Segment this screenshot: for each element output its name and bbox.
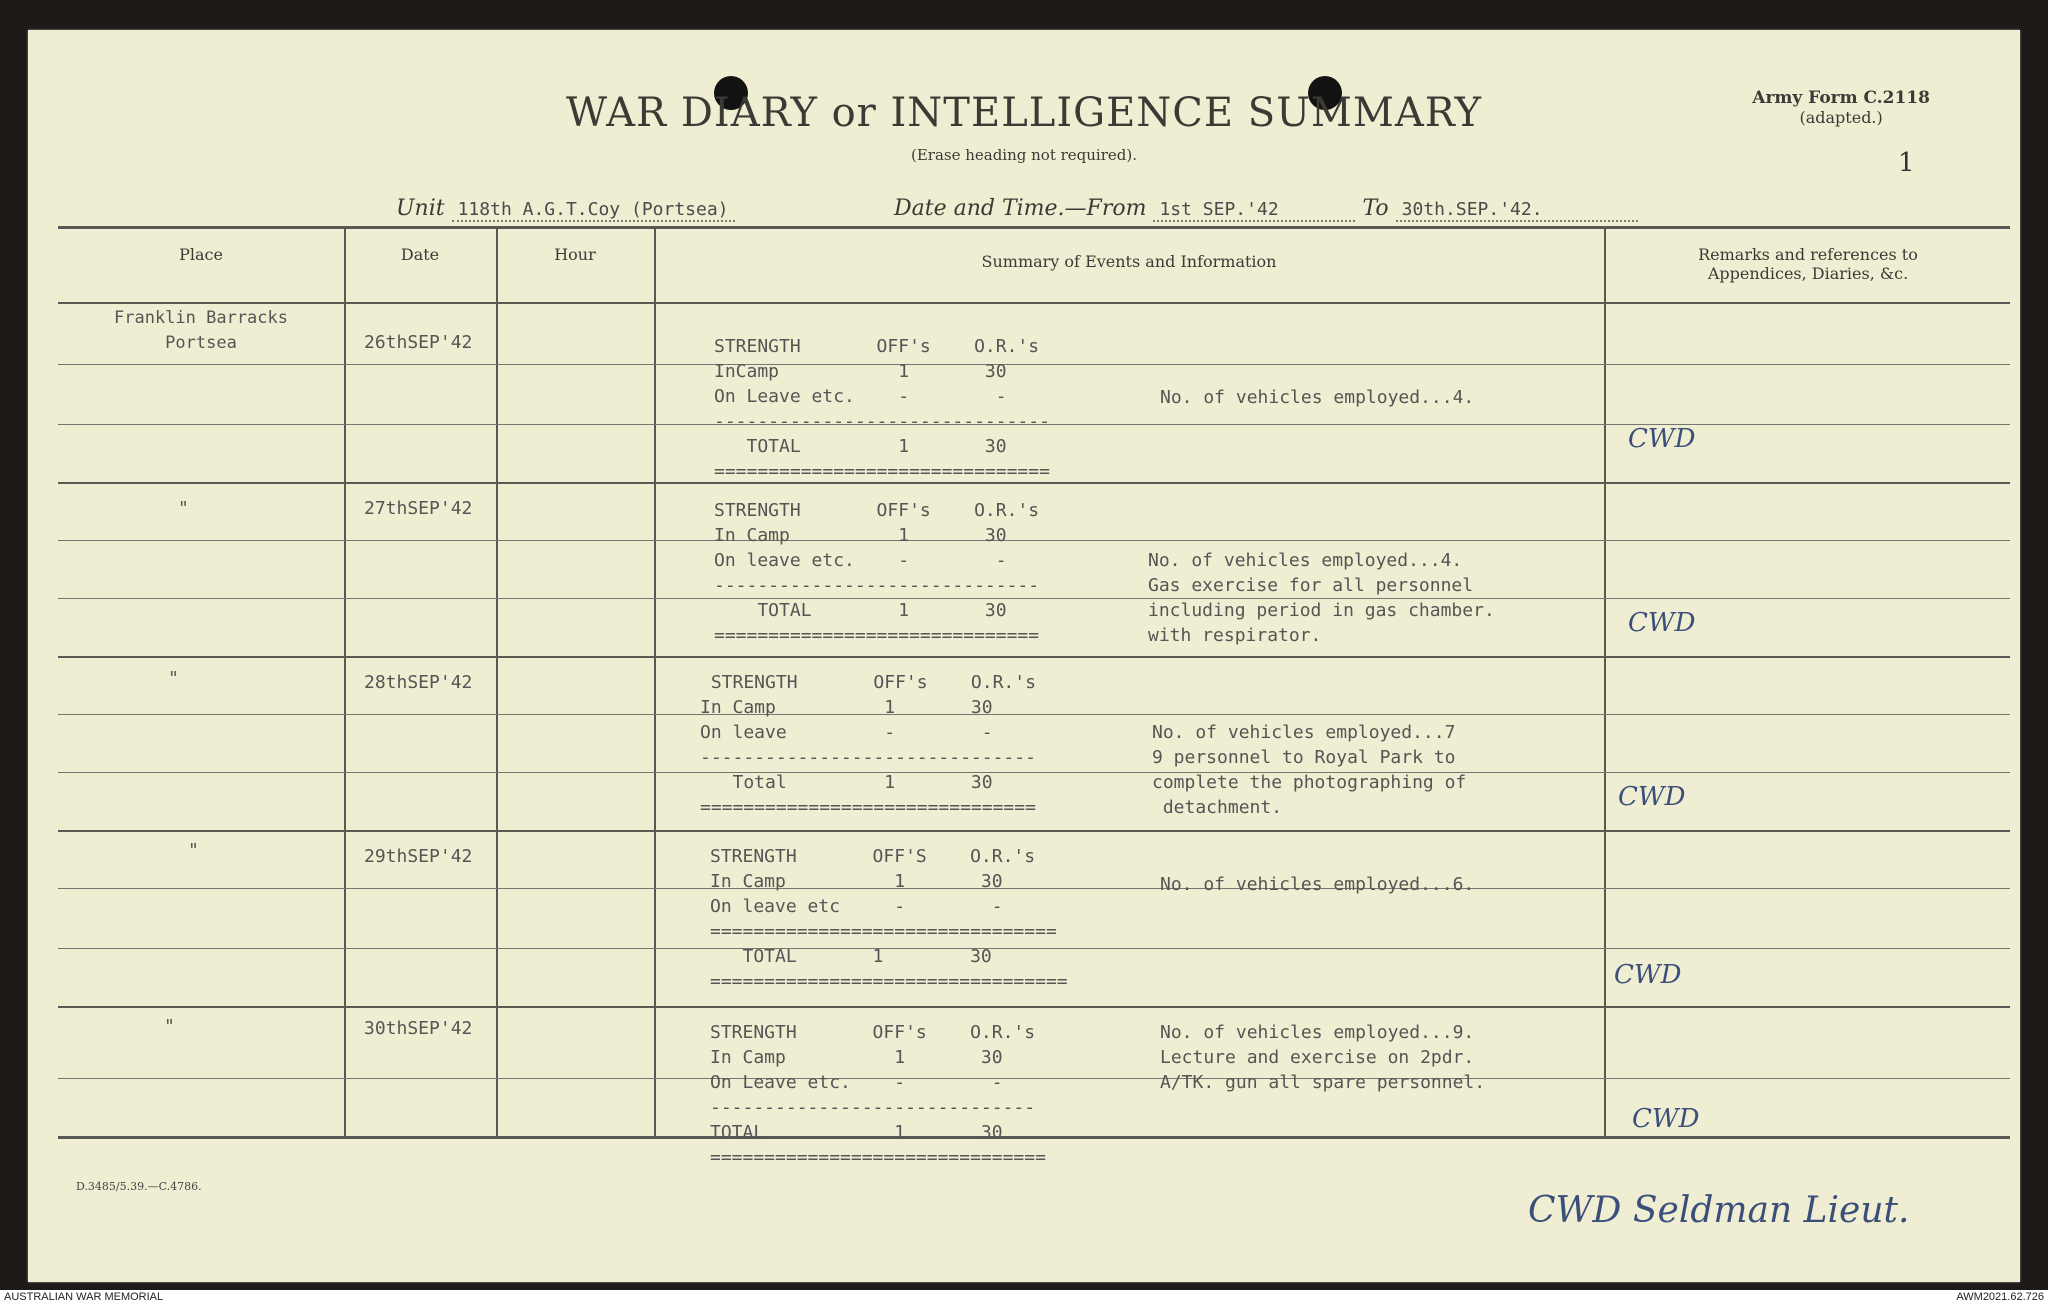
unit-label: Unit [396,196,445,221]
entry-initials: CWD [1628,424,1696,454]
col-divider-1 [344,226,346,1136]
entry-place: " [178,498,189,519]
entry-strength: STRENGTH OFF's O.R.'s In Camp 1 30 On leave etc. - - ------------------------------ TOTAL 1 30 ============================== [714,500,1040,646]
officer-signature: CWD Seldman Lieut. [1528,1190,1910,1231]
entry-strength: STRENGTH OFF's O.R.'s InCamp 1 30 On Leave etc. - - ------------------------------- TOTAL 1 30 =============================== [714,336,1050,482]
print-code: D.3485/5.39.—C.4786. [76,1180,202,1193]
form-title: WAR DIARY or INTELLIGENCE SUMMARY [565,90,1482,136]
war-diary-sheet [28,30,2020,1282]
archive-reference: AWM2021.62.726 [1956,1291,2044,1303]
entry-initials: CWD [1614,960,1682,990]
col-divider-2 [496,226,498,1136]
col-header-date: Date [400,245,440,264]
unit-value: 118th A.G.T.Coy (Portsea) [452,199,735,222]
entry-date: 28thSEP'42 [364,672,473,693]
date-line [894,196,1638,236]
entry-date: 29thSEP'42 [364,846,473,867]
entry-place: Franklin Barracks Portsea [114,308,288,353]
col-header-place: Place [179,245,223,264]
entry-notes: No. of vehicles employed...9. Lecture and exercise on 2pdr. A/TK. gun all spare personnel. [1160,1022,1486,1093]
form-subtitle: (Erase heading not required). [910,146,1138,164]
entry-place: " [164,1016,175,1037]
entry-strength: STRENGTH OFF's O.R.'s In Camp 1 30 On leave - - ------------------------------- Total 1 30 =============================== [700,672,1036,818]
entry-strength: STRENGTH OFF'S O.R.'s In Camp 1 30 On leave etc - - ================================ TOTAL 1 30 ================================= [710,846,1068,992]
to-label: To [1362,196,1389,221]
entry-notes: No. of vehicles employed...4. Gas exercise for all personnel including period in gas chamber. with respirator. [1148,550,1495,646]
date-to: 30th.SEP.'42. [1396,199,1638,222]
col-header-summary: Summary of Events and Information [981,252,1277,271]
entry-initials: CWD [1628,608,1696,638]
entry-date: 26thSEP'42 [364,332,473,353]
col-divider-4 [1604,226,1606,1136]
col-header-remarks: Remarks and references to Appendices, Diaries, &c. [1698,245,1918,283]
form-reference [1752,88,1930,127]
unit-line [396,196,735,236]
date-from: 1st SEP.'42 [1153,199,1355,222]
date-label: Date and Time.—From [894,196,1147,221]
entry-divider [58,656,2010,658]
entry-strength: STRENGTH OFF's O.R.'s In Camp 1 30 On Leave etc. - - ------------------------------ TOTAL 1 30 =============================== [710,1022,1046,1168]
entry-notes: No. of vehicles employed...7 9 personnel to Royal Park to complete the photographing of detachment. [1152,722,1467,818]
form-number: Army Form C.2118 [1752,88,1930,108]
page-mark: 1 [1898,148,1915,178]
entry-notes: No. of vehicles employed...6. [1160,874,1475,895]
archive-footer [0,1290,2048,1305]
entry-date: 27thSEP'42 [364,498,473,519]
entry-initials: CWD [1618,782,1686,812]
entry-initials: CWD [1632,1104,1700,1134]
col-divider-3 [654,226,656,1136]
entry-notes: No. of vehicles employed...4. [1160,387,1475,408]
entry-divider [58,1006,2010,1008]
form-note: (adapted.) [1799,108,1883,127]
col-header-hour: Hour [554,245,596,264]
table-top-rule [58,226,2010,229]
entry-divider [58,830,2010,832]
header-bottom-rule [58,302,2010,304]
archive-name: AUSTRALIAN WAR MEMORIAL [4,1291,164,1303]
entry-place: " [188,840,199,861]
entry-date: 30thSEP'42 [364,1018,473,1039]
entry-place: " [168,668,179,689]
